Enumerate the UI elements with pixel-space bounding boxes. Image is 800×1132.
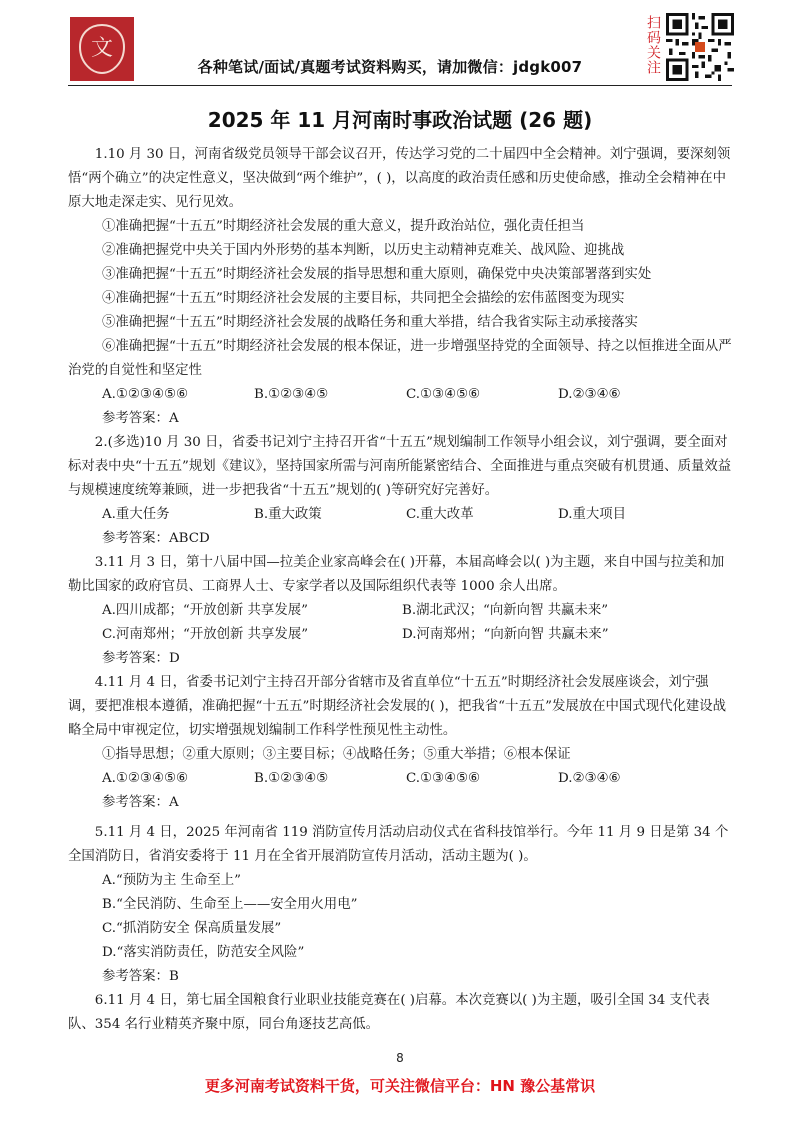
reference-answer: 参考答案：A <box>102 411 179 426</box>
statement-items-line: ①指导思想；②重大原则；③主要目标；④战略任务；⑤重大举措；⑥根本保证 <box>102 747 571 762</box>
statement-item: ③准确把握“十五五”时期经济社会发展的指导思想和重大原则，确保党中央决策部署落到实处 <box>102 267 652 282</box>
option-c: C.重大改革 <box>406 507 474 522</box>
question-4 <box>68 671 732 815</box>
option-a: A.①②③④⑤⑥ <box>102 387 188 402</box>
answer-options <box>68 503 732 527</box>
option-d: D.②③④⑥ <box>558 771 621 786</box>
option-b: B.湖北武汉；“向新向智 共赢未来” <box>402 603 609 618</box>
option-b: B.“全民消防、生命至上——安全用火用电” <box>102 897 358 912</box>
statement-item: ②准确把握党中央关于国内外形势的基本判断，以历史主动精神克难关、战风险、迎挑战 <box>102 243 625 258</box>
qr-label: 扫码关注 <box>645 15 661 75</box>
statement-item: ⑥准确把握“十五五”时期经济社会发展的根本保证，进一步增强坚持党的全面领导、持之以恒推进全面从严治党的自觉性和坚定性 <box>68 339 732 378</box>
document-title: 2025 年 11 月河南时事政治试题 (26 题) <box>207 108 593 132</box>
option-c: C.①③④⑤⑥ <box>406 387 481 402</box>
question-stem: 5.11 月 4 日，2025 年河南省 119 消防宣传月活动启动仪式在省科技馆举行。今年 11 月 9 日是第 34 个全国消防日，省消安委将于 11 月在全省开展消防宣传月活动，活动主题为( )。 <box>68 825 729 864</box>
question-stem: 6.11 月 4 日，第七届全国粮食行业职业技能竞赛在( )启幕。本次竞赛以( )为主题，吸引全国 34 支代表队、354 名行业精英齐聚中原，同台角逐技艺高低。 <box>68 993 710 1032</box>
svg-text:文: 文 <box>90 36 114 61</box>
option-c: C.河南郑州；“开放创新 共享发展” <box>102 627 309 642</box>
question-6 <box>68 989 732 1037</box>
question-stem: 2.(多选)10 月 30 日，省委书记刘宁主持召开省“十五五”规划编制工作领导小组会议，刘宁强调，要全面对标对表中央“十五五”规划《建议》，坚持国家所需与河南所能紧密结合、全面推进与重点突破有机贯通、质量效益与规模速度统筹兼顾，进一步把我省“十五五”规划的( )等研究好完善好。 <box>68 435 732 498</box>
reference-answer: 参考答案：B <box>102 969 179 984</box>
answer-options <box>68 623 732 647</box>
header-divider <box>68 85 732 86</box>
question-stem: 3.11 月 3 日，第十八届中国—拉美企业家高峰会在( )开幕，本届高峰会以( )为主题，来自中国与拉美和加勒比国家的政府官员、工商界人士、专家学者以及国际组织代表等 1000 余人出席。 <box>68 555 725 594</box>
question-stem: 4.11 月 4 日，省委书记刘宁主持召开部分省辖市及省直单位“十五五”时期经济社会发展座谈会，刘宁强调，要把准根本遵循，准确把握“十五五”时期经济社会发展的( )，把我省“十五五”发展放在中国式现代化建设战略全局中审视定位，切实增强规划编制工作科学性预见性主动性。 <box>68 675 727 738</box>
option-d: D.河南郑州；“向新向智 共赢未来” <box>402 627 609 642</box>
option-d: D.②③④⑥ <box>558 387 621 402</box>
question-3 <box>68 551 732 671</box>
qr-code-icon <box>666 13 734 81</box>
reference-answer: 参考答案：ABCD <box>102 531 210 546</box>
question-5 <box>68 821 732 989</box>
brand-logo <box>70 17 134 81</box>
option-d: D.重大项目 <box>558 507 627 522</box>
option-a: A.“预防为主 生命至上” <box>102 873 241 888</box>
reference-answer: 参考答案：A <box>102 795 179 810</box>
page-number: 8 <box>396 1051 404 1065</box>
statement-item: ①准确把握“十五五”时期经济社会发展的重大意义，提升政治站位，强化责任担当 <box>102 219 585 234</box>
header-banner: 各种笔试/面试/真题考试资料购买，请加微信：jdgk007 <box>197 58 583 76</box>
option-c: C.“抓消防安全 保高质量发展” <box>102 921 282 936</box>
option-a: A.重大任务 <box>102 507 170 522</box>
qr-code[interactable] <box>666 13 734 81</box>
option-d: D.“落实消防责任，防范安全风险” <box>102 945 305 960</box>
question-stem: 1.10 月 30 日，河南省级党员领导干部会议召开，传达学习党的二十届四中全会精神。刘宁强调，要深刻领悟“两个确立”的决定性意义，坚决做到“两个维护”，( )，以高度的政治责任感和历史使命感，推动全会精神在中原大地走深走实、见行见效。 <box>68 147 731 210</box>
option-b: B.①②③④⑤ <box>254 771 329 786</box>
option-c: C.①③④⑤⑥ <box>406 771 481 786</box>
statement-item: ⑤准确把握“十五五”时期经济社会发展的战略任务和重大举措，结合我省实际主动承接落实 <box>102 315 638 330</box>
question-2 <box>68 431 732 551</box>
question-1 <box>68 143 732 431</box>
reference-answer: 参考答案：D <box>102 651 180 666</box>
option-a: A.四川成都；“开放创新 共享发展” <box>102 603 308 618</box>
option-b: B.①②③④⑤ <box>254 387 329 402</box>
option-b: B.重大政策 <box>254 507 322 522</box>
questions-body <box>68 143 732 1037</box>
answer-options <box>68 767 732 791</box>
option-a: A.①②③④⑤⑥ <box>102 771 188 786</box>
answer-options <box>68 599 732 623</box>
footer-banner: 更多河南考试资料干货，可关注微信平台：HN 豫公基常识 <box>204 1077 596 1095</box>
seal-logo-icon <box>74 21 130 77</box>
answer-options <box>68 383 732 407</box>
statement-item: ④准确把握“十五五”时期经济社会发展的主要目标，共同把全会描绘的宏伟蓝图变为现实 <box>102 291 625 306</box>
